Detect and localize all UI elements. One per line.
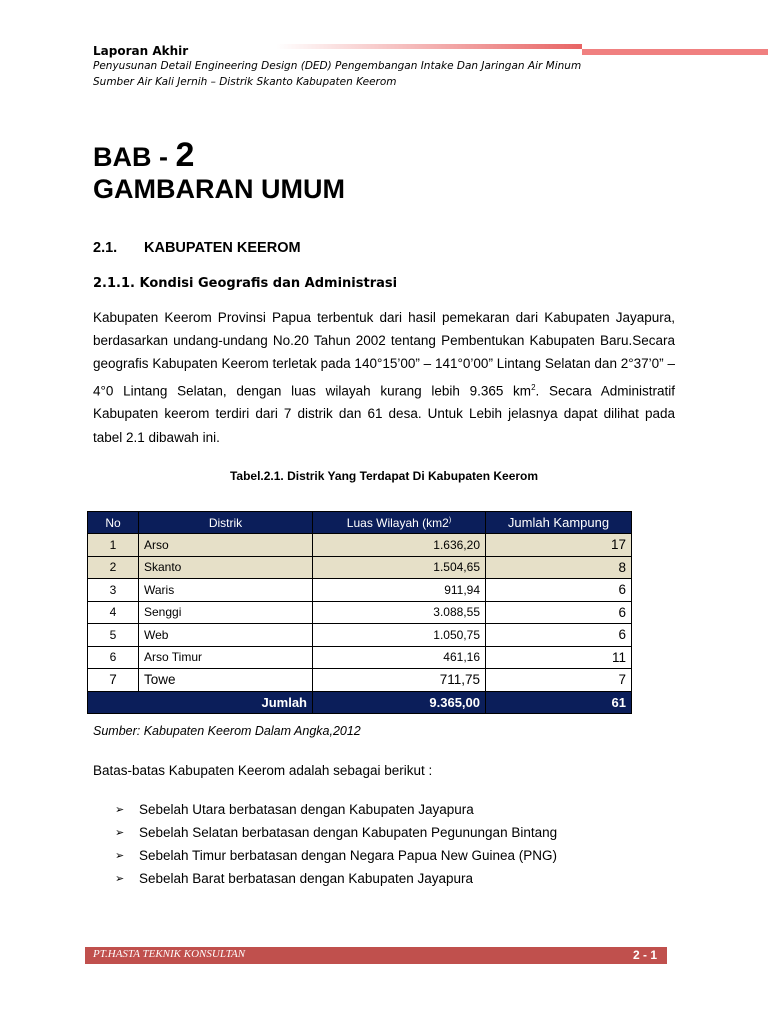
list-item — [115, 867, 557, 890]
list-item-text: Sebelah Barat berbatasan dengan Kabupaten Jayapura — [139, 871, 474, 886]
list-item — [115, 821, 557, 844]
table-total-row — [88, 691, 632, 714]
table-row — [88, 646, 632, 669]
page-footer — [85, 947, 667, 964]
table-caption: Tabel.2.1. Distrik Yang Terdapat Di Kabupaten Keerom — [229, 469, 539, 483]
cell-distrik: Waris — [139, 579, 313, 602]
cell-kampung: 6 — [486, 579, 632, 602]
cell-distrik: Towe — [139, 669, 313, 692]
chapter-prefix: BAB - — [93, 142, 176, 172]
footer-company: PT.HASTA TEKNIK KONSULTAN — [93, 948, 246, 960]
page-header — [93, 44, 581, 90]
cell-no: 7 — [88, 669, 139, 692]
cell-distrik: Web — [139, 624, 313, 647]
boundaries-intro: Batas-batas Kabupaten Keerom adalah sebagai berikut : — [93, 763, 433, 778]
cell-luas: 911,94 — [313, 579, 486, 602]
arrow-bullet-icon: ➢ — [115, 827, 125, 839]
list-item-text: Sebelah Utara berbatasan dengan Kabupaten Jayapura — [139, 802, 474, 817]
col-luas-label: Luas Wilayah (km2 — [346, 515, 449, 530]
table-source: Sumber: Kabupaten Keerom Dalam Angka,2012 — [93, 724, 361, 738]
cell-no: 1 — [88, 534, 139, 557]
paragraph-text-1: Kabupaten Keerom Provinsi Papua terbentuk dari hasil pemekaran dari Kabupaten Jayapura, berdasarkan undang-undang No.20 Tahun 2002 tentang Pembentukan Kabupaten Baru.Secara geografis Kabupaten Keerom terletak pada 140°15’00” – 141°0’00” Lintang Selatan dan 2°37’0” – 4°0 Lintang Selatan, dengan luas wilayah kurang lebih 9.365 km — [93, 310, 675, 399]
cell-kampung: 6 — [486, 624, 632, 647]
cell-no: 2 — [88, 556, 139, 579]
district-table — [87, 511, 632, 714]
list-item-text: Sebelah Timur berbatasan dengan Negara Papua New Guinea (PNG) — [139, 848, 557, 863]
total-luas: 9.365,00 — [313, 691, 486, 714]
cell-luas: 1.050,75 — [313, 624, 486, 647]
col-kampung: Jumlah Kampung — [486, 512, 632, 534]
cell-no: 4 — [88, 601, 139, 624]
section-title: KABUPATEN KEEROM — [144, 240, 301, 256]
page-number: 2 - 1 — [632, 948, 657, 962]
col-luas — [313, 512, 486, 534]
cell-kampung: 17 — [486, 534, 632, 557]
cell-kampung: 7 — [486, 669, 632, 692]
cell-distrik: Arso — [139, 534, 313, 557]
subsection-heading: 2.1.1. Kondisi Geografis dan Administrasi — [93, 276, 398, 291]
chapter-title: GAMBARAN UMUM — [93, 174, 345, 204]
table-row — [88, 624, 632, 647]
paragraph-sup: 2 — [531, 382, 536, 392]
table-header-row — [88, 512, 632, 534]
table-row — [88, 669, 632, 692]
boundaries-list — [115, 798, 557, 890]
project-title-line1: Penyusunan Detail Engineering Design (DED) Pengembangan Intake Dan Jaringan Air Minum — [93, 60, 582, 72]
total-kampung: 61 — [486, 691, 632, 714]
cell-luas: 3.088,55 — [313, 601, 486, 624]
header-accent-bar-right — [582, 49, 768, 55]
cell-kampung: 6 — [486, 601, 632, 624]
list-item — [115, 798, 557, 821]
cell-kampung: 11 — [486, 646, 632, 669]
cell-luas: 711,75 — [313, 669, 486, 692]
arrow-bullet-icon: ➢ — [115, 804, 125, 816]
chapter-num: 2 — [175, 136, 195, 174]
cell-luas: 1.636,20 — [313, 534, 486, 557]
cell-no: 6 — [88, 646, 139, 669]
cell-luas: 1.504,65 — [313, 556, 486, 579]
total-label: Jumlah — [88, 691, 313, 714]
list-item — [115, 844, 557, 867]
cell-luas: 461,16 — [313, 646, 486, 669]
cell-distrik: Senggi — [139, 601, 313, 624]
table-row — [88, 579, 632, 602]
list-item-text: Sebelah Selatan berbatasan dengan Kabupaten Pegunungan Bintang — [139, 825, 558, 840]
table-row — [88, 556, 632, 579]
body-paragraph — [93, 306, 675, 449]
arrow-bullet-icon: ➢ — [115, 873, 125, 885]
report-title: Laporan Akhir — [93, 44, 189, 58]
table-row — [88, 534, 632, 557]
cell-no: 5 — [88, 624, 139, 647]
cell-no: 3 — [88, 579, 139, 602]
col-no: No — [88, 512, 139, 534]
project-title-line2: Sumber Air Kali Jernih – Distrik Skanto Kabupaten Keerom — [93, 76, 397, 88]
paragraph-text-2: . Secara Administratif Kabupaten keerom terdiri dari 7 distrik dan 61 desa. Untuk Lebih jelasnya dapat dilihat pada tabel 2.1 dibawah ini. — [93, 383, 675, 445]
cell-distrik: Skanto — [139, 556, 313, 579]
cell-kampung: 8 — [486, 556, 632, 579]
section-number: 2.1. — [93, 240, 118, 256]
col-distrik: Distrik — [139, 512, 313, 534]
chapter-number — [93, 136, 194, 175]
cell-distrik: Arso Timur — [139, 646, 313, 669]
arrow-bullet-icon: ➢ — [115, 850, 125, 862]
table-row — [88, 601, 632, 624]
col-luas-sup: ) — [448, 516, 452, 524]
section-heading — [93, 240, 301, 256]
